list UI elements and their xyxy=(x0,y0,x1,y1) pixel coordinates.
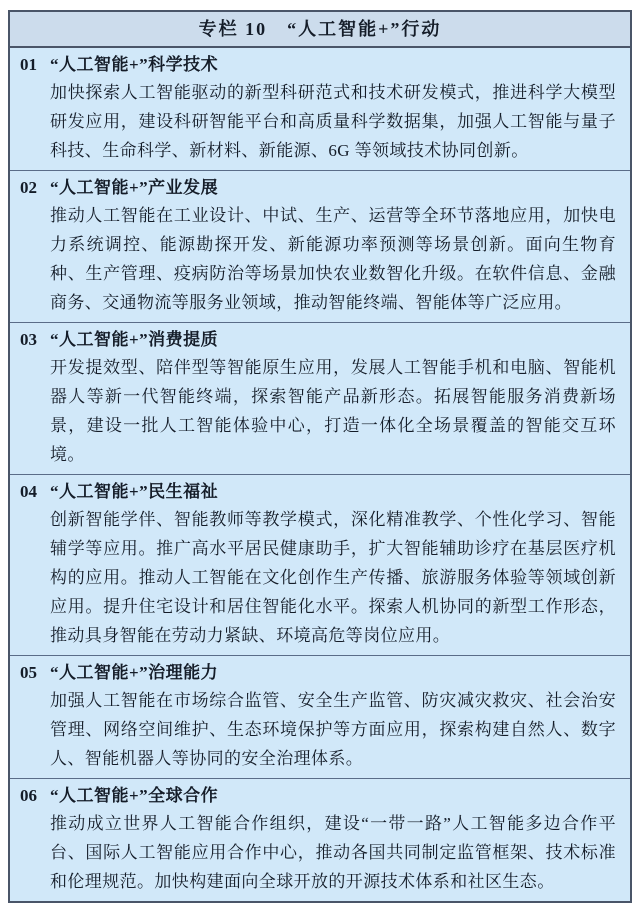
section-heading xyxy=(20,783,616,809)
section-title: “人工智能+”治理能力 xyxy=(50,663,219,682)
section-number: 03 xyxy=(20,330,37,349)
section-body: 推动人工智能在工业设计、中试、生产、运营等全环节落地应用，加快电力系统调控、能源勘探开发、新能源功率预测等场景创新。面向生物育种、生产管理、疫病防治等场景加快农业数智化升级。在软件信息、金融商务、交通物流等服务业领域，推动智能终端、智能体等广泛应用。 xyxy=(50,206,616,312)
section-body: 开发提效型、陪伴型等智能原生应用，发展人工智能手机和电脑、智能机器人等新一代智能终端，探索智能产品新形态。拓展智能服务消费新场景，建设一批人工智能体验中心，打造一体化全场景覆盖的智能交互环境。 xyxy=(50,358,616,464)
section-heading xyxy=(20,479,616,505)
section-number: 01 xyxy=(20,55,37,74)
section-title: “人工智能+”消费提质 xyxy=(50,330,219,349)
section-number: 02 xyxy=(20,178,37,197)
section-heading xyxy=(20,327,616,353)
section-science-tech xyxy=(10,48,630,170)
section-heading xyxy=(20,52,616,78)
section-title: “人工智能+”产业发展 xyxy=(50,178,219,197)
section-heading xyxy=(20,175,616,201)
section-global-cooperation xyxy=(10,778,630,901)
section-heading xyxy=(20,660,616,686)
section-livelihood xyxy=(10,474,630,655)
section-industry xyxy=(10,170,630,322)
section-number: 06 xyxy=(20,786,37,805)
section-number: 05 xyxy=(20,663,37,682)
section-body: 加快探索人工智能驱动的新型科研范式和技术研发模式，推进科学大模型研发应用，建设科研智能平台和高质量科学数据集，加强人工智能与量子科技、生命科学、新材料、新能源、6G 等领域技术协同创新。 xyxy=(50,83,616,160)
section-governance xyxy=(10,655,630,778)
section-consumption xyxy=(10,322,630,474)
section-number: 04 xyxy=(20,482,37,501)
section-title: “人工智能+”全球合作 xyxy=(50,786,219,805)
section-title: “人工智能+”科学技术 xyxy=(50,55,219,74)
section-body: 加强人工智能在市场综合监管、安全生产监管、防灾减灾救灾、社会治安管理、网络空间维护、生态环境保护等方面应用，探索构建自然人、数字人、智能机器人等协同的安全治理体系。 xyxy=(50,691,616,768)
panel-title: 专栏 10 “人工智能+”行动 xyxy=(10,12,630,48)
section-title: “人工智能+”民生福祉 xyxy=(50,482,219,501)
section-body: 推动成立世界人工智能合作组织，建设“一带一路”人工智能多边合作平台、国际人工智能应用合作中心，推动各国共同制定监管框架、技术标准和伦理规范。加快构建面向全球开放的开源技术体系和社区生态。 xyxy=(50,814,616,891)
column-panel xyxy=(8,10,632,903)
section-body: 创新智能学伴、智能教师等教学模式，深化精准教学、个性化学习、智能辅学等应用。推广高水平居民健康助手，扩大智能辅助诊疗在基层医疗机构的应用。推动人工智能在文化创作生产传播、旅游服务体验等领域创新应用。提升住宅设计和居住智能化水平。探索人机协同的新型工作形态，推动具身智能在劳动力紧缺、环境高危等岗位应用。 xyxy=(50,510,616,645)
